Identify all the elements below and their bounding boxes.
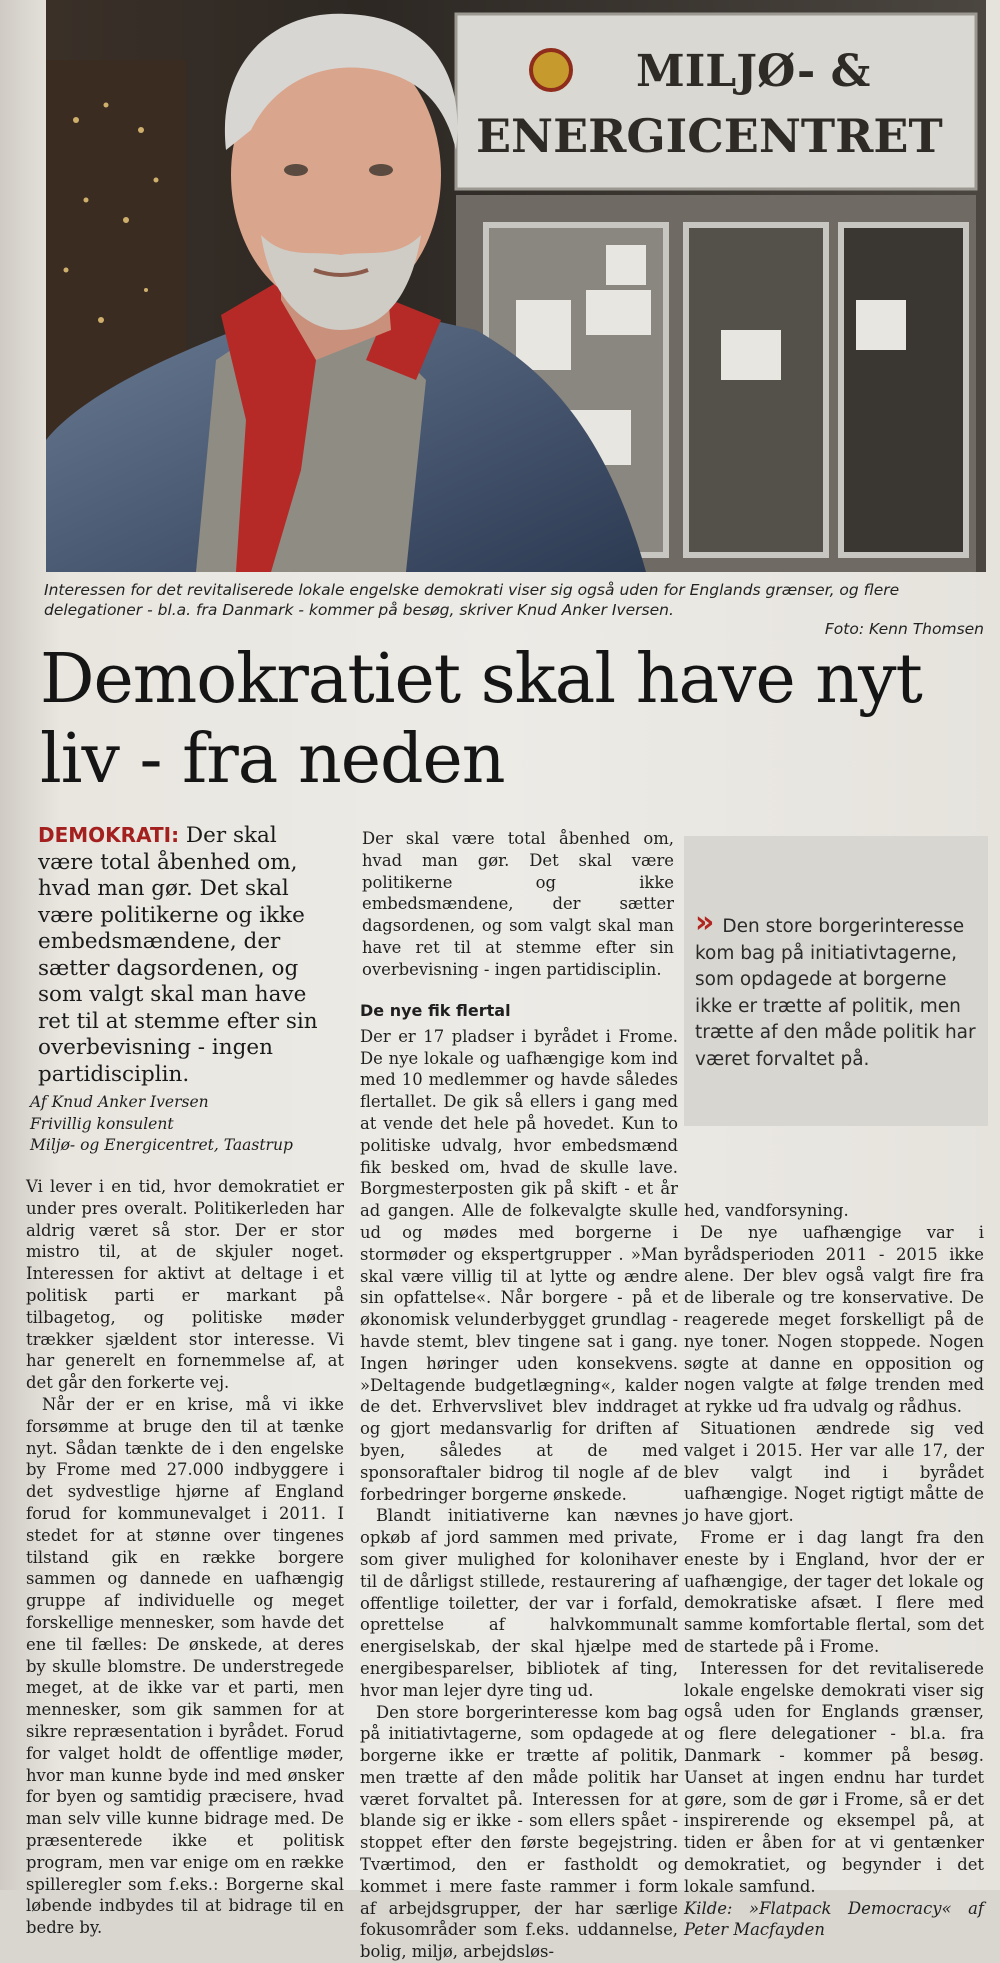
column-3-paragraph: Interessen for det revitaliserede lokale engelske demokrati viser sig også uden for Englands grænser, og flere delegationer - bl.a. fra Danmark - kommer på besøg. Uanset at ingen endnu har turdet gøre, som de gør i Frome, så er det inspirerende og eksempel på, at tiden er åben for at vi gentænker demokratiet, og begynder i det lokale samfund. — [684, 1658, 984, 1898]
column-2-paragraph: Den store borgerinteresse kom bag på initiativtagerne, som opdagede at borgerne ikke er trætte af politik, men trætte af den måde politik har været forvaltet på. Interessen for at blande sig er ikke - som ellers spået - stoppet efter den første begejstring. Tværtimod, den er fastholdt og kommet i mere faste rammer i form af arbejdsgrupper, der har særlige fokusområder som f.eks. uddannelse, bolig, miljø, arbejdsløs- — [360, 1702, 678, 1963]
byline-author: Af Knud Anker Iversen — [30, 1092, 350, 1114]
photo-illustration — [46, 0, 986, 572]
column-3 — [684, 1200, 984, 1941]
column-3-paragraph: hed, vandforsyning. — [684, 1200, 984, 1222]
column-3-paragraph: Frome er i dag langt fra den eneste by i England, hvor der er uafhængige, der tager det lokale og demokratiske afsæt. I flere med samme komfortable flertal, som det de startede på i Frome. — [684, 1527, 984, 1658]
column-1 — [26, 1176, 344, 1939]
column-3-paragraph: De nye uafhængige var i byrådsperioden 2011 - 2015 ikke alene. Der blev også valgt fire fra de liberale og tre konservative. De reagerede meget forskelligt på de nye toner. Nogen stoppede. Nogen søgte at danne en opposition og nogen valgte at følge trenden med at rykke ud fra udvalg og rådhus. — [684, 1222, 984, 1418]
byline-org: Miljø- og Energicentret, Taastrup — [30, 1135, 350, 1157]
column-2 — [360, 1000, 678, 1963]
lead-text: Der skal være total åbenhed om, hvad man gør. Det skal være politikerne og ikke embedsmændene, der sætter dagsordenen, og som valgt skal man have ret til at stemme efter sin overbevisning - ingen partidisciplin. — [38, 823, 318, 1087]
photo-caption: Interessen for det revitaliserede lokale engelske demokrati viser sig også uden for Englands grænser, og flere delegationer - bl.a. fra Danmark - kommer på besøg, skriver Knud Anker Iversen. — [44, 580, 988, 620]
article-source: Kilde: »Flatpack Democracy« af Peter Macfayden — [684, 1898, 984, 1942]
column-1-paragraph: Vi lever i en tid, hvor demokratiet er under pres overalt. Politikerleden har aldrig været så stor. Der er stor mistro til, at de skjuler noget. Interessen for aktivt at deltage i et politisk parti er markant på tilbagetog, og politiske møder trækker sjældent stor interesse. Vi har generelt en fornemmelse af, at det går den forkerte vej. — [26, 1176, 344, 1394]
byline — [30, 1092, 350, 1157]
article-photo — [46, 0, 986, 572]
pullquote-text: Den store borgerinteresse kom bag på initiativtagerne, som opdagede at borgerne ikke er trætte af politik, men trætte af den måde politik har været forvaltet på. — [695, 916, 976, 1070]
column-2-paragraph: Blandt initiativerne kan nævnes opkøb af jord sammen med private, som giver mulighed for kolonihaver til de dårligst stillede, restaurering af offentlige toiletter, der var i forfald, oprettelse af halvkommunalt energiselskab, der skal hjælpe med energibesparelser, bibliotek af ting, hvor man lejer dyre ting ud. — [360, 1505, 678, 1701]
lead-keyword: DEMOKRATI: — [38, 823, 179, 847]
column-1-paragraph: Når der er en krise, må vi ikke forsømme at bruge den til at tænke nyt. Sådan tænkte de i den engelske by Frome med 27.000 indbyggere i det sydvestlige hjørne af England forud for kommunevalget i 2011. I stedet for at stønne over tingenes tilstand gik en række borgere sammen og dannede en uafhængig gruppe af individuelle og meget forskellige mennesker, som havde det ene til fælles: De ønskede, at deres by skulle blomstre. De understregede meget, at de ikke var et parti, men mennesker, som gik sammen for at sikre repræsentation i byrådet. Forud for valget holdt de offentlige møder, hvor man kunne byde ind med ønsker for byen og samtidig præcisere, hvad man selv ville kunne bidrage med. De præsenterede ikke et politisk program, men var enige om en række spilleregler som f.eks.: Borgerne skal løbende indbydes til at bidrage til en bedre by. — [26, 1394, 344, 1939]
pullquote — [695, 910, 980, 1073]
photo-credit: Foto: Kenn Thomsen — [825, 620, 984, 638]
column-2-paragraph: Der er 17 pladser i byrådet i Frome. De nye lokale og uafhængige kom ind med 10 medlemmer og havde således flertallet. De gik så ellers i gang med at vende det hele på hovedet. Kun to politiske udvalg, hvor embedsmænd fik besked om, hvad de skulle lave. Borgmesterposten gik på skift - et år ad gangen. Alle de folkevalgte skulle ud og mødes med borgerne i stormøder og ekspertgrupper . »Man skal være villig til at lytte og ændre sin opfattelse«. Når borgere - på et økonomisk velunderbygget grundlag - havde stemt, blev tingene sat i gang. Ingen høringer uden konsekvens. »Deltagende budgetlægning«, kalder de det. Erhvervslivet blev inddraget og gjort medansvarlig for driften af byen, således at de med sponsoraftaler bidrog til nogle af de forbedringer borgerne ønskede. — [360, 1026, 678, 1506]
article-headline: Demokratiet skal have nyt liv - fra neden — [40, 640, 940, 800]
byline-role: Frivillig konsulent — [30, 1114, 350, 1136]
column-2-intro-paragraph: Der skal være total åbenhed om, hvad man gør. Det skal være politikerne og ikke embedsmændene, der sætter dagsordenen, og som valgt skal man have ret til at stemme efter sin overbevisning - ingen partidisciplin. — [362, 828, 674, 981]
column-2-intro — [362, 828, 674, 981]
column-3-paragraph: Situationen ændrede sig ved valget i 2015. Her var alle 17, der blev valgt ind i byrådet uafhængige. Noget rigtigt måtte de jo have gjort. — [684, 1418, 984, 1527]
quote-mark-icon: » — [695, 905, 710, 940]
sign-line-2: ENERGICENTRET — [476, 109, 943, 163]
sign-line-1: MILJØ- & — [636, 46, 870, 97]
article-lead — [38, 822, 338, 1088]
column-2-subhead: De nye fik flertal — [360, 1000, 678, 1022]
